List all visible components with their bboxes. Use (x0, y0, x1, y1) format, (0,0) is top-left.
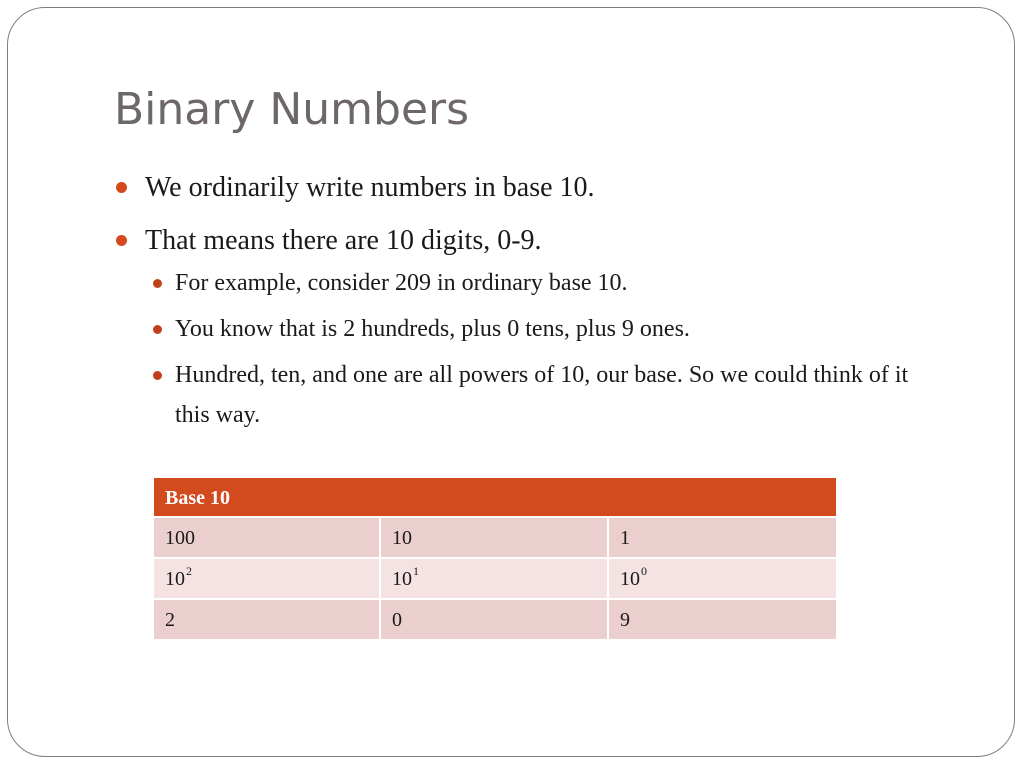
bullet-item (114, 221, 934, 261)
bullet-dot-icon (116, 235, 127, 246)
bullet-dot-icon (116, 182, 127, 193)
power-base: 10 (165, 568, 185, 590)
table-cell (381, 559, 609, 600)
table-cell: 2 (154, 600, 381, 641)
table-cell: 10 (381, 518, 609, 559)
power-base: 10 (620, 568, 640, 590)
sub-bullet-text: Hundred, ten, and one are all powers of 10, our base. So we could think of it this way. (175, 362, 909, 428)
table-cell: 0 (381, 600, 609, 641)
power-exponent: 0 (641, 564, 647, 578)
table-header: Base 10 (154, 478, 836, 518)
sub-bullet-dot-icon (153, 371, 162, 380)
sub-bullet-dot-icon (153, 279, 162, 288)
sub-bullet-item (114, 309, 934, 349)
power-exponent: 2 (186, 564, 192, 578)
table-row (154, 518, 836, 559)
sub-bullet-text: You know that is 2 hundreds, plus 0 tens, plus 9 ones. (175, 316, 690, 342)
table-cell: 9 (609, 600, 836, 641)
base-10-table (154, 478, 836, 641)
bullet-text: That means there are 10 digits, 0-9. (145, 225, 542, 256)
table-cell (609, 559, 836, 600)
bullet-text: We ordinarily write numbers in base 10. (145, 172, 595, 203)
sub-bullet-dot-icon (153, 325, 162, 334)
slide-title: Binary Numbers (114, 84, 470, 135)
bullet-item (114, 168, 934, 208)
table-row (154, 559, 836, 600)
sub-bullet-text: For example, consider 209 in ordinary base 10. (175, 270, 628, 296)
sub-bullet-item (114, 355, 935, 435)
sub-bullet-item (114, 263, 934, 303)
table-cell (154, 559, 381, 600)
power-exponent: 1 (413, 564, 419, 578)
table-cell: 100 (154, 518, 381, 559)
power-base: 10 (392, 568, 412, 590)
table-cell: 1 (609, 518, 836, 559)
table-row (154, 600, 836, 641)
bullet-list (114, 168, 934, 441)
